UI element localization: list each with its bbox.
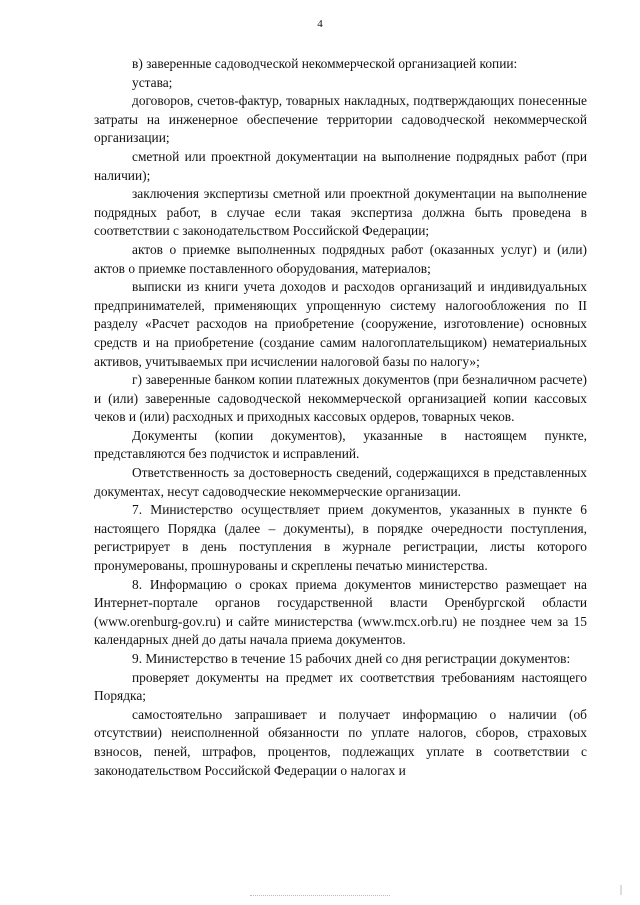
- page-number: 4: [317, 18, 323, 30]
- paragraph-ledger-extracts: выписки из книги учета доходов и расходов организаций и индивидуальных предпринимателей, применяющих упрощенную систему налогообложения по II разделу «Расчет расходов на приобретение (сооружение, изготовление) основных средств и на приобретение (создание самим налогоплательщиком) нематериальных активов, учитываемых при исчислении налоговой базы по налогу»;: [94, 279, 587, 369]
- paragraph-contracts: договоров, счетов-фактур, товарных накладных, подтверждающих понесенные затраты на инженерное обеспечение территории садоводческой некоммерческой организации;: [94, 93, 587, 146]
- paragraph-item-g: г) заверенные банком копии платежных документов (при безналичном расчете) и (или) заверенные садоводческой некоммерческой организацией копии кассовых чеков и (или) расходных и приходных кассовых ордеров, товарных чеков.: [94, 372, 587, 425]
- paragraph-checks-documents: проверяет документы на предмет их соответствия требованиям настоящего Порядка;: [94, 669, 587, 704]
- paragraph-documents-copies: Документы (копии документов), указанные в настоящем пункте, представляются без подчисток и исправлений.: [94, 427, 587, 462]
- scan-edge-artifact: [620, 885, 622, 895]
- document-body: [94, 55, 587, 780]
- paragraph-requests-information: самостоятельно запрашивает и получает информацию о наличии (об отсутствии) неисполненной обязанности по уплате налогов, сборов, страховых взносов, пеней, штрафов, процентов, подлежащих уплате в соответствии с законодательством Российской Федерации о налогах и: [94, 706, 587, 778]
- paragraph-clause-8: 8. Информацию о сроках приема документов министерство размещает на Интернет-портале органов государственной власти Оренбургской области (www.orenburg-gov.ru) и сайте министерства (www.mcx.orb.ru) не позднее чем за 15 календарных дней до даты начала приема документов.: [94, 576, 587, 648]
- paragraph-item-v: в) заверенные садоводческой некоммерческой организацией копии:: [132, 56, 518, 71]
- paragraph-clause-9: 9. Министерство в течение 15 рабочих дней со дня регистрации документов:: [132, 651, 571, 666]
- scan-artifact: [250, 895, 390, 899]
- paragraph-responsibility: Ответственность за достоверность сведений, содержащихся в представленных документах, несут садоводческие некоммерческие организации.: [94, 465, 587, 499]
- paragraph-acceptance-acts: актов о приемке выполненных подрядных работ (оказанных услуг) и (или) актов о приемке поставленного оборудования, материалов;: [94, 241, 587, 276]
- paragraph-estimate: сметной или проектной документации на выполнение подрядных работ (при наличии);: [94, 148, 587, 183]
- paragraph-expertise: заключения экспертизы сметной или проектной документации на выполнение подрядных работ, в случае если такая экспертиза должна быть проведена в соответствии с законодательством Российской Федерации;: [94, 186, 587, 239]
- paragraph-clause-7: 7. Министерство осуществляет прием документов, указанных в пункте 6 настоящего Порядка (далее – документы), в порядке очередности поступления, регистрирует в день поступления в журнале регистрации, листы которого пронумерованы, прошнурованы и скреплены печатью министерства.: [94, 502, 587, 574]
- paragraph-charter: устава;: [132, 74, 173, 90]
